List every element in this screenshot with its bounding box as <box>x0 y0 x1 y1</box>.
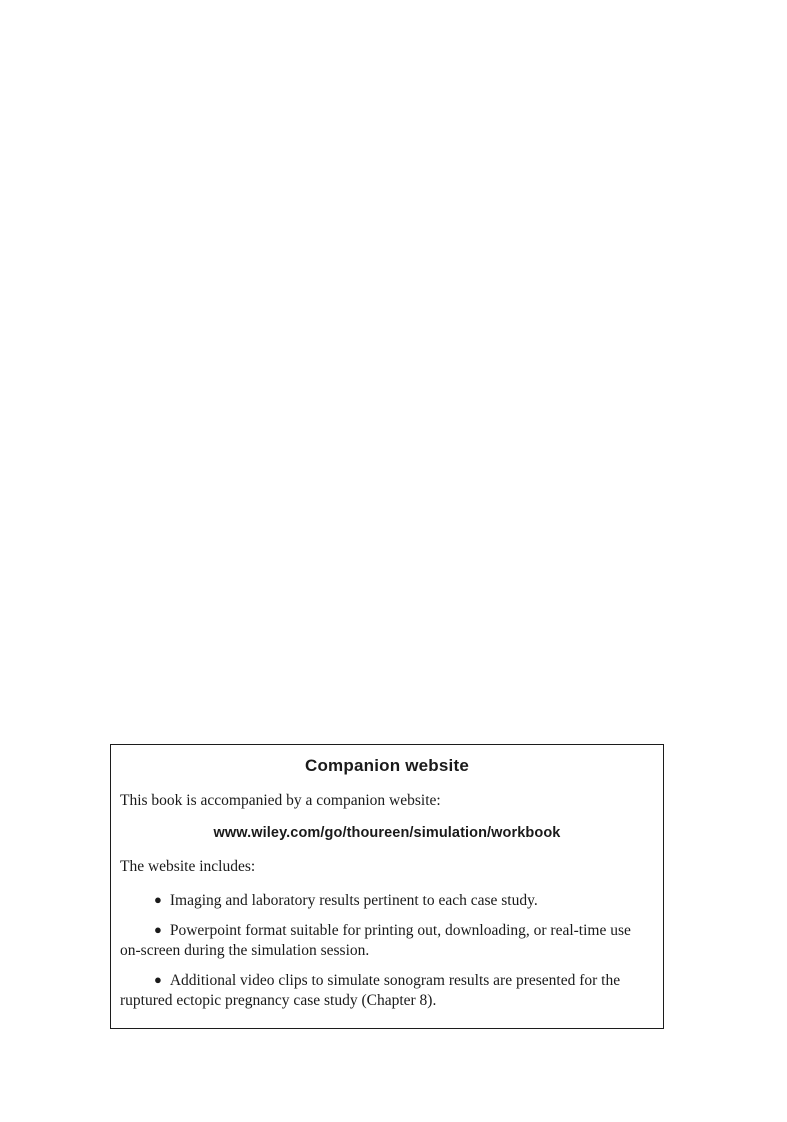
bullet-item <box>120 971 654 1012</box>
intro-text: This book is accompanied by a companion website: <box>120 792 441 809</box>
bullet-icon: ● <box>154 892 162 908</box>
bullet-icon: ● <box>154 971 162 987</box>
website-url: www.wiley.com/go/thoureen/simulation/workbook <box>213 825 561 842</box>
companion-website-box <box>110 744 664 1029</box>
bullet-text: Additional video clips to simulate sonogram results are presented for the ruptured ectopic pregnancy case study (Chapter 8). <box>120 971 621 1010</box>
bullet-icon: ● <box>154 921 162 937</box>
box-title: Companion website <box>305 756 469 775</box>
bullet-item <box>120 921 654 962</box>
includes-label: The website includes: <box>120 858 256 876</box>
bullet-item <box>120 891 654 911</box>
bullet-list <box>120 891 654 1011</box>
bullet-text: Imaging and laboratory results pertinent to each case study. <box>169 892 538 910</box>
bullet-text: Powerpoint format suitable for printing out, downloading, or real-time use on-screen during the simulation session. <box>120 921 631 960</box>
